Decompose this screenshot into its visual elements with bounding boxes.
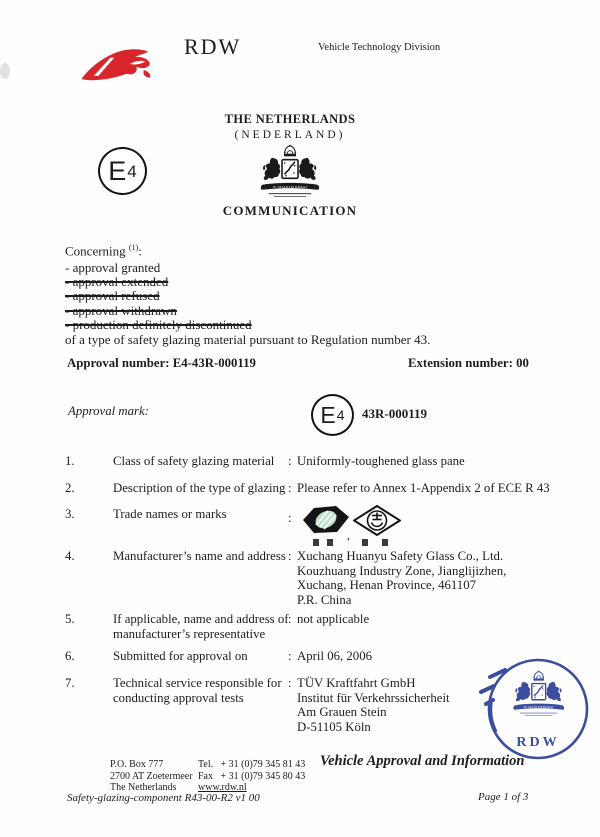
item-number: 3. xyxy=(65,507,75,521)
concerning-colon: : xyxy=(138,243,142,259)
colon: : xyxy=(288,549,292,563)
approval-mark-label: Approval mark: xyxy=(68,404,149,418)
scan-smudge xyxy=(0,63,10,79)
trademark-separator: , xyxy=(347,528,350,542)
trademark-caption-mark xyxy=(382,539,388,546)
concerning-item-1: - approval extended xyxy=(65,274,169,290)
item-number: 5. xyxy=(65,612,75,626)
colon: : xyxy=(288,676,292,690)
approval-number-value: E4-43R-000119 xyxy=(172,356,256,370)
item-number: 2. xyxy=(65,481,75,495)
trademark-caption-mark xyxy=(327,539,333,546)
colon: : xyxy=(288,649,292,663)
extension-number-line xyxy=(408,356,529,371)
brand-wordmark: RDW xyxy=(184,34,242,59)
item-number: 1. xyxy=(65,454,75,468)
e-mark-letter: E xyxy=(108,155,127,186)
item-value: TÜV Kraftfahrt GmbH Institut für Verkehrssicherheit Am Grauen Stein D-51105 Köln xyxy=(297,676,450,734)
rdw-swoosh-logo xyxy=(80,44,156,86)
colon: : xyxy=(288,481,292,495)
footer-address: P.O. Box 777 2700 AT Zoetermeer The Netherlands xyxy=(110,759,193,793)
concerning-item-4: - production definitely discontinued xyxy=(65,316,252,332)
e-mark-letter: E xyxy=(320,401,336,428)
item-value: not applicable xyxy=(297,612,370,626)
item-value: April 06, 2006 xyxy=(297,649,373,663)
netherlands-coat-of-arms xyxy=(250,144,330,202)
rdw-blue-stamp xyxy=(474,656,598,760)
concerning-item-0: - approval granted xyxy=(65,260,161,275)
concerning-item-3: - approval withdrawn xyxy=(65,302,177,318)
item-label: Description of the type of glazing xyxy=(113,481,286,495)
extension-number-value: 00 xyxy=(516,356,529,370)
item-value: Please refer to Annex 1-Appendix 2 of ECE R 43 xyxy=(297,481,550,495)
concerning-note-ref: (1) xyxy=(128,243,139,252)
e-mark-number: 4 xyxy=(336,407,345,423)
item-label: Trade names or marks xyxy=(113,507,227,521)
page-indicator: Page 1 of 3 xyxy=(478,791,529,803)
e-mark-number: 4 xyxy=(127,161,137,181)
trademark-diamond-logo xyxy=(353,505,401,536)
concerning-label: Concerning xyxy=(65,243,129,259)
trademark-caption-mark xyxy=(362,539,368,546)
approval-mark-number: 43R-000119 xyxy=(362,406,427,421)
item-value: Uniformly-toughened glass pane xyxy=(297,454,465,468)
division-title: Vehicle Technology Division xyxy=(318,42,441,53)
e4-approval-circle xyxy=(98,147,147,195)
fax-label: Fax xyxy=(198,770,213,782)
item-number: 4. xyxy=(65,549,75,563)
doc-type-title: COMMUNICATION xyxy=(222,203,358,218)
document-reference: Safety-glazing-component R43-00-R2 v1 00 xyxy=(67,792,260,804)
item-label: Manufacturer’s name and address xyxy=(113,549,286,563)
subject-line: of a type of safety glazing material pursuant to Regulation number 43. xyxy=(65,332,431,347)
footer-contact xyxy=(198,759,305,794)
item-label: Technical service responsible for conducting approval tests xyxy=(113,676,282,705)
trademark-hexagon-logo xyxy=(303,506,349,534)
concerning-options-list xyxy=(65,261,252,332)
trademark-caption-mark xyxy=(313,539,319,546)
fax-value: + 31 (0)79 345 80 43 xyxy=(220,770,306,782)
country-title: THE NETHERLANDS xyxy=(224,112,356,126)
stamp-text: RDW xyxy=(516,735,560,750)
item-number: 7. xyxy=(65,676,75,690)
country-subtitle: (NEDERLAND) xyxy=(234,129,346,141)
colon: : xyxy=(288,454,292,468)
item-value: Xuchang Huanyu Safety Glass Co., Ltd. Kouzhuang Industry Zone, Jianglijizhen, Xuchang, Henan Province, 461107 P.R. China xyxy=(297,549,507,607)
concerning-item-2: - approval refused xyxy=(65,288,160,304)
colon: : xyxy=(288,612,292,626)
tel-label: Tel. xyxy=(198,759,214,770)
approval-mark-e4-circle xyxy=(311,394,354,436)
item-label: Class of safety glazing material xyxy=(113,454,275,468)
item-label: If applicable, name and address of manufacturer’s representative xyxy=(113,612,289,641)
item-number: 6. xyxy=(65,649,75,663)
approval-number-label: Approval number: xyxy=(67,356,170,370)
concerning-heading xyxy=(65,243,142,259)
footer-tagline: Vehicle Approval and Information xyxy=(320,753,525,769)
website-link[interactable]: www.rdw.nl xyxy=(198,782,247,793)
extension-number-label: Extension number: xyxy=(408,356,513,370)
tel-value: + 31 (0)79 345 81 43 xyxy=(220,759,306,770)
approval-number-line xyxy=(67,356,256,371)
colon: : xyxy=(288,511,292,525)
item-label: Submitted for approval on xyxy=(113,649,248,663)
